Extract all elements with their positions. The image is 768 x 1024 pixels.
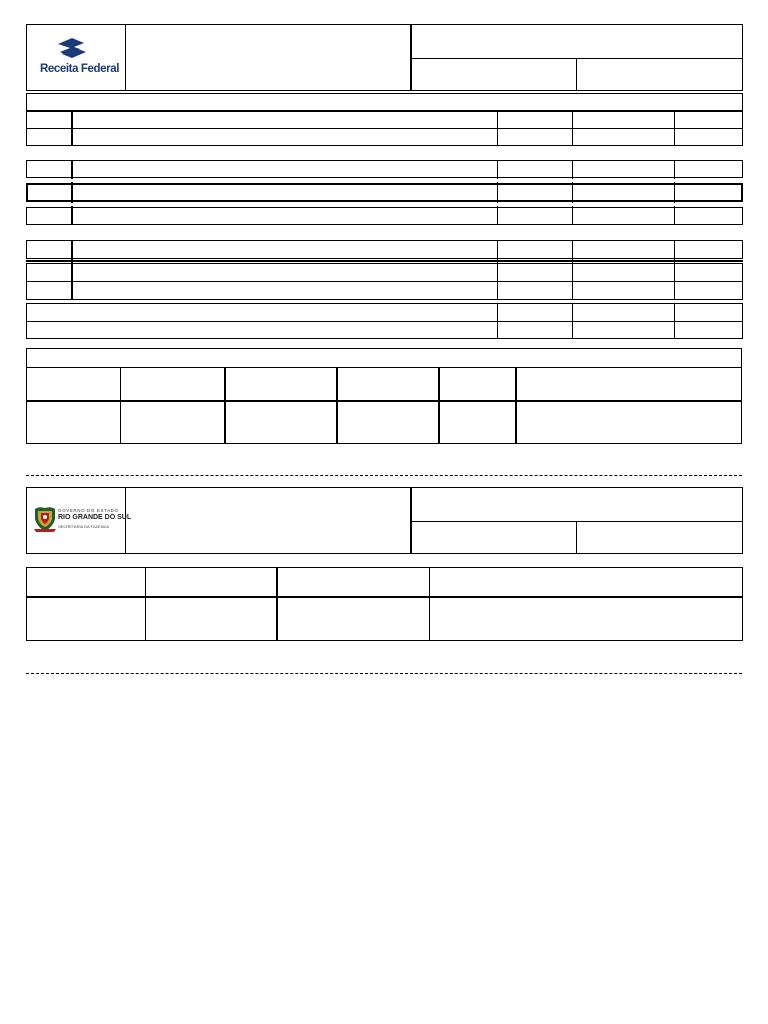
rs-logo-line2: RIO GRANDE DO SUL [58,514,132,521]
section-title-row [26,93,743,111]
col-divider [674,160,675,225]
col-divider [674,303,675,339]
row-divider [26,128,743,129]
cut-line [26,475,742,476]
rs-logo-line3: SECRETARIA DA FAZENDA [58,524,110,529]
col-divider [497,240,498,300]
col-divider [71,160,73,225]
row-divider [26,400,742,402]
header-divider [125,24,126,91]
col-divider [438,367,440,443]
table-row [26,160,743,178]
header-divider [576,521,577,554]
col-divider [224,367,226,443]
col-divider [572,303,573,339]
col-divider [572,160,573,225]
table-row [26,207,743,225]
col-divider [497,160,498,225]
cut-line [26,673,742,674]
row-gap-mask [27,203,742,206]
row-divider [26,321,743,322]
row-divider [26,596,743,598]
col-divider [71,240,73,300]
receita-federal-emblem-icon [54,38,90,62]
col-divider [429,567,430,641]
col-divider [497,111,498,146]
rs-logo-line1: GOVERNO DO ESTADO [58,508,119,513]
authentication-block [26,348,742,444]
col-divider [674,111,675,146]
col-divider [572,111,573,146]
row-divider [26,281,743,282]
col-divider [276,567,278,641]
col-divider [336,367,338,443]
col-divider [497,303,498,339]
rio-grande-do-sul-coat-of-arms-icon [33,505,57,533]
header-divider [576,58,577,91]
col-divider [674,240,675,300]
col-divider [145,567,146,641]
col-divider [572,240,573,300]
col-divider [515,367,517,443]
table-row [26,240,743,259]
row-gap-mask [27,179,742,182]
row-divider [26,260,743,262]
col-divider [71,111,73,146]
row-divider [26,367,742,368]
receita-federal-logo-text: Receita Federal [40,63,120,75]
table-row [26,183,743,202]
bottom-authentication-block [26,567,743,641]
col-divider [120,367,121,443]
